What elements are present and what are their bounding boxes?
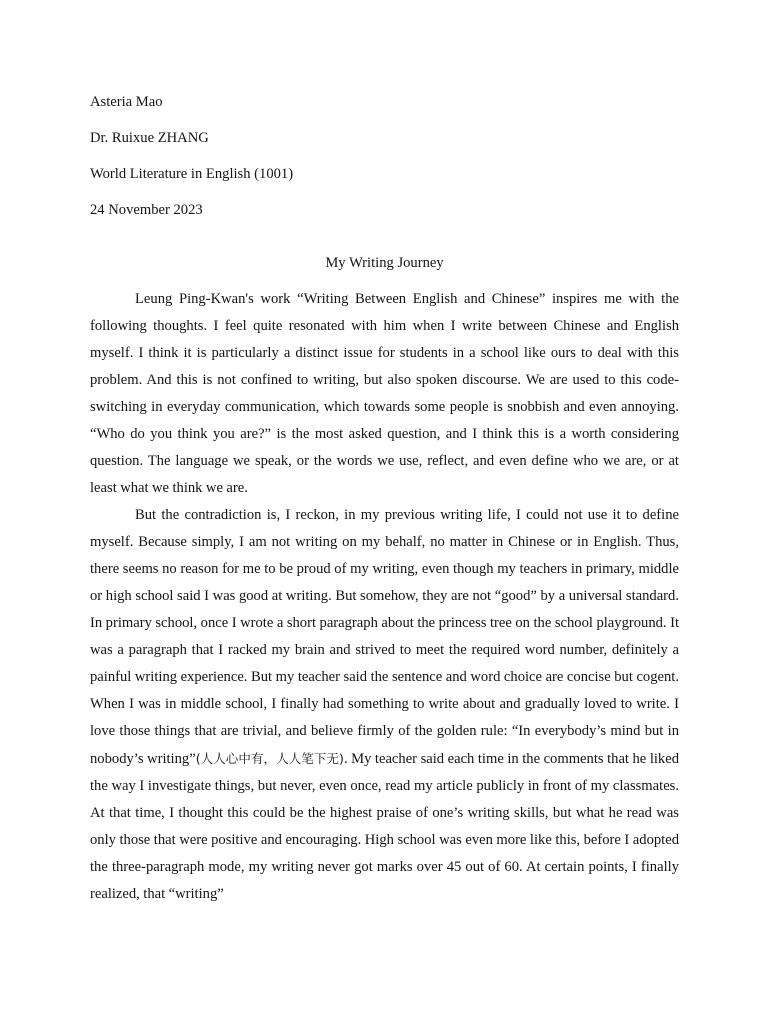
essay-body (90, 286, 679, 908)
instructor-name: Dr. Ruixue ZHANG (90, 130, 209, 146)
author-name: Asteria Mao (90, 94, 163, 110)
chinese-quote: (人人心中有，人人笔下无) (195, 751, 344, 766)
paragraph-2-text: But the contradiction is, I reckon, in my previous writing life, I could not use it to define myself. Because simply, I am not writing on my behalf, no matter in Chinese or in English. Thus, there seems no reason for me to be proud of my writing, even though my teachers in primary, middle or high school said I was good at writing. But somehow, they are not “good” by a universal standard. In primary school, once I wrote a short paragraph about the princess tree on the school playground. It was a paragraph that I racked my brain and strived to meet the required word number, definitely a painful writing experience. But my teacher said the sentence and word choice are concise but cogent. When I was in middle school, I finally had something to write about and gradually loved to write. I love those things that are trivial, and believe firmly of the golden rule: “In everybody’s mind but in nobody’s writing” (90, 507, 679, 767)
paragraph-1: Leung Ping-Kwan's work “Writing Between English and Chinese” inspires me with the following thoughts. I feel quite resonated with him when I write between Chinese and English myself. I think it is particularly a distinct issue for students in a school like ours to deal with this problem. And this is not confined to writing, but also spoken discourse. We are used to this code-switching in everyday communication, which towards some people is snobbish and even annoying. “Who do you think you are?” is the most asked question, and I think this is a worth considering question. The language we speak, or the words we use, reflect, and even define who we are, or at least what we think we are. (90, 291, 679, 496)
course-name: World Literature in English (1001) (90, 166, 294, 182)
essay-title: My Writing Journey (325, 255, 444, 271)
header-block (90, 89, 690, 233)
paragraph-2 (90, 502, 679, 908)
paragraph-2-continued: . My teacher said each time in the comments that he liked the way I investigate things, but never, even once, read my article publicly in front of my classmates. At that time, I thought this could be the highest praise of one’s writing skills, but what he read was only those that were positive and encouraging. High school was even more like this, before I adopted the three-paragraph mode, my writing never got marks over 45 out of 60. At certain points, I finally realized, that “writing” (90, 751, 679, 902)
submission-date: 24 November 2023 (90, 202, 203, 218)
